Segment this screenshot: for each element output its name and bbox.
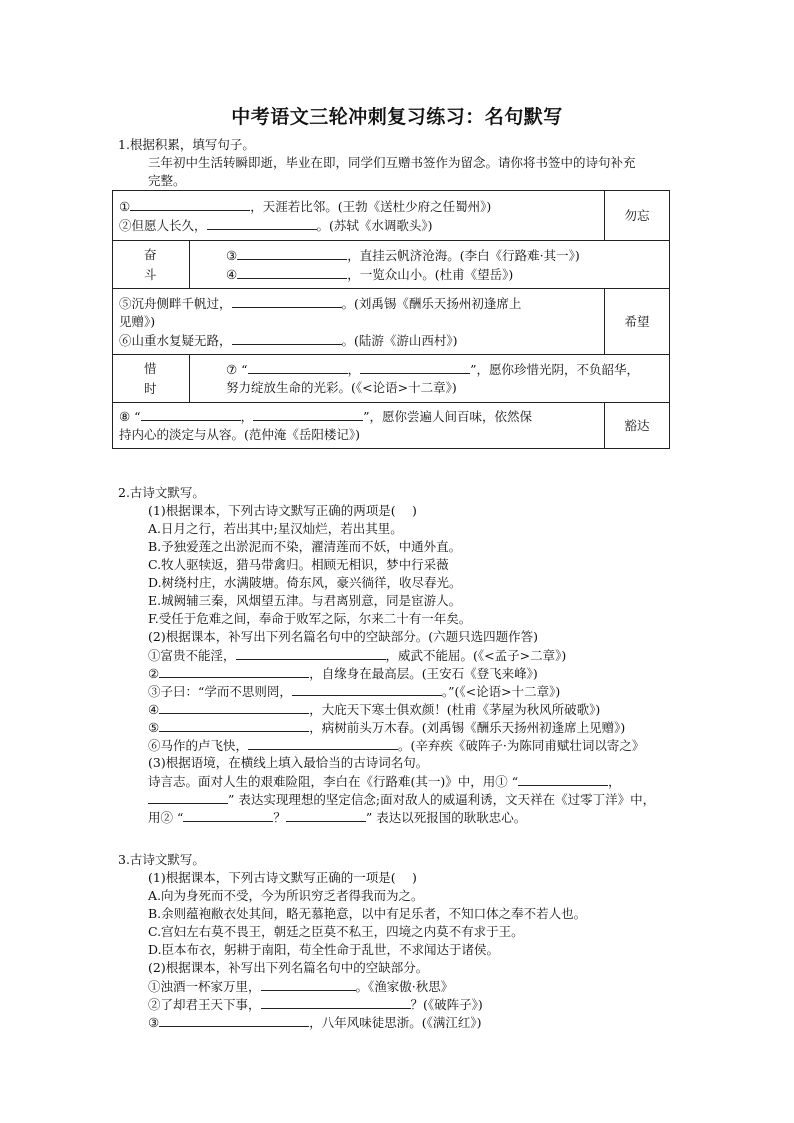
context-text: ” 表达以死报国的耿耿忠心。 [365,810,527,825]
q3-fill-3 [148,1013,481,1032]
fill-text: 。(辛弃疾《破阵子·为陈同甫赋壮词以寄之》 [398,738,645,753]
q2-fill-1 [148,646,566,665]
bookmark-row-2-content [190,241,670,289]
bookmark-row-4 [113,355,670,403]
q2-part1-prompt: (1)根据课本，下列古诗文默写正确的两项是( ) [148,503,417,518]
bookmark-row-2 [113,241,670,289]
fill-prefix: ② [148,666,160,681]
fill-text: ，病树前头万木春。(刘禹锡《酬乐天扬州初逢席上见赠》) [309,720,626,735]
q3-option-d[interactable]: D.臣本布衣，躬耕于南阳，苟全性命于乱世，不求闻达于诸侯。 [148,942,500,957]
row1-line1-text: ，天涯若比邻。(王勃《送杜少府之任蜀州》) [250,198,492,214]
q2-option-d[interactable]: D.树绕村庄，水满陂塘。倚东风，豪兴徜徉，收尽春光。 [148,575,462,590]
q3-fill-2 [148,995,483,1014]
q3-option-c[interactable]: C.宫妇左右莫不畏王，朝廷之臣莫不私王，四境之内莫不有求于王。 [148,924,524,939]
context-question-mark: ？ [273,810,286,825]
answer-blank[interactable] [237,246,347,260]
fill-text: ，自缘身在最高层。(王安石《登飞来峰》) [309,666,538,681]
q3-option-b[interactable]: B.余则蕴袍敝衣处其间，略无慕艳意，以中有足乐者，不知口体之奉不若人也。 [148,906,587,921]
answer-blank[interactable] [159,1013,309,1027]
row4-line1-prefix: ⑦ “ [226,362,248,377]
bookmark-tag-text: 惜时 [144,360,159,396]
bookmark-row-3-content [113,289,605,355]
answer-blank[interactable] [360,360,470,374]
fill-prefix: ①富贵不能淫， [148,648,236,663]
fill-text: ，八年风味徒思浙。(《满江红》) [309,1015,482,1030]
answer-blank[interactable] [236,646,386,660]
q2-part2-prompt: (2)根据课本，补写出下列名篇名句中的空缺部分。(六题只选四题作答) [148,629,538,644]
q2-option-e[interactable]: E.城阙辅三秦，风烟望五津。与君离别意，同是宦游人。 [148,593,462,608]
answer-blank[interactable] [159,664,309,678]
fill-prefix: ④ [148,702,160,717]
q2-context-line-3 [148,808,526,827]
bookmark-row-3 [113,289,670,355]
fill-text: ，大庇天下寒士俱欢颜！(杜甫《茅屋为秋风所破歌》) [309,702,601,717]
row2-line2-text: ，一览众山小。(杜甫《望岳》) [347,266,514,282]
q3-heading: 3.古诗文默写。 [118,852,205,867]
q2-fill-3 [148,682,560,701]
row2-line1-text: ，直挂云帆济沧海。(李白《行路难·其一》) [347,247,580,263]
q1-intro-line-2: 完整。 [148,173,186,188]
answer-blank[interactable] [286,808,366,822]
answer-blank[interactable] [261,977,356,991]
q2-option-a[interactable]: A.日月之行，若出其中;星汉灿烂，若出其里。 [148,521,403,536]
answer-blank[interactable] [148,790,228,804]
fill-prefix: ②了却君王天下事， [148,997,261,1012]
fill-text: ，威武不能屈。(《<孟子>二章》) [385,648,567,663]
answer-blank[interactable] [130,197,250,211]
row4-line1-text: ”，愿你珍惜光阴，不负韶华， [470,362,639,377]
q3-fill-1 [148,977,453,996]
answer-blank[interactable] [141,407,241,421]
row1-line1-prefix: ① [119,198,131,214]
bookmark-tag-text: 奋斗 [144,246,159,282]
row5-comma: ， [240,409,254,424]
q2-fill-6 [148,736,644,755]
answer-blank[interactable] [292,682,442,696]
row5-line2-text: 持内心的淡定与从容。(范仲淹《岳阳楼记》) [119,427,361,442]
context-text: 诗言志。面对人生的艰难险阻，李白在《行路难(其一)》中，用① “ [148,774,519,789]
row3-line1-continued: 见赠》) [119,313,156,329]
context-comma: ， [608,774,621,789]
fill-text: 。”(《<论语>十二章》) [441,684,561,699]
fill-prefix: ①浊酒一杯家万里， [148,979,261,994]
answer-blank[interactable] [159,700,309,714]
bookmark-row-1 [113,191,670,241]
bookmark-tag: 希望 [605,289,670,355]
row5-line1-prefix: ⑧ “ [119,409,141,424]
bookmark-row-5 [113,403,670,449]
answer-blank[interactable] [207,216,317,230]
row3-line2-text: 。(陆游《游山西村》) [341,332,458,348]
q2-part3-prompt: (3)根据语境，在横线上填入最恰当的古诗词名句。 [148,755,429,770]
q2-heading: 2.古诗文默写。 [118,485,205,500]
row4-line2-text: 努力绽放生命的光彩。(《<论语>十二章》) [226,380,457,395]
answer-blank[interactable] [261,995,411,1009]
row5-line1-text: ”，愿你尝遍人间百味，依然保 [363,409,532,424]
bookmark-tag [113,241,190,289]
answer-blank[interactable] [253,407,363,421]
bookmark-tag [113,355,190,403]
q1-intro-line-1: 三年初中生活转瞬即逝，毕业在即，同学们互赠书签作为留念。请你将书签中的诗句补充 [148,155,636,170]
answer-blank[interactable] [237,265,347,279]
row1-line2-prefix: ②但愿人长久， [119,217,207,233]
answer-blank[interactable] [248,736,398,750]
answer-blank[interactable] [159,718,309,732]
q2-option-f[interactable]: F.受任于危难之间，奉命于败军之际，尔来二十有一年矣。 [148,611,472,626]
fill-prefix: ③子曰：“学而不思则罔， [148,684,292,699]
row3-line1-prefix: ⑤沉舟侧畔千帆过， [119,295,232,311]
q2-fill-5 [148,718,625,737]
row1-line2-text: 。(苏轼《水调歌头》) [316,217,433,233]
answer-blank[interactable] [183,808,273,822]
bookmark-row-1-content [113,191,605,241]
bookmark-row-4-content [190,355,670,403]
fill-prefix: ⑥马作的卢飞快， [148,738,249,753]
answer-blank[interactable] [232,294,342,308]
q2-context-line-1 [148,772,621,791]
fill-prefix: ⑤ [148,720,160,735]
q1-heading: 1.根据积累，填写句子。 [118,137,255,152]
answer-blank[interactable] [248,360,348,374]
context-text: 用② “ [148,810,184,825]
row3-line1-text: 。(刘禹锡《酬乐天扬州初逢席上 [341,295,522,311]
row2-line1-prefix: ③ [226,247,238,263]
q3-part2-prompt: (2)根据课本，补写出下列名篇名句中的空缺部分。 [148,960,429,975]
answer-blank[interactable] [232,331,342,345]
q2-option-c[interactable]: C.牧人驱犊返，猎马带禽归。相顾无相识，梦中行采薇 [148,557,449,572]
row2-line2-prefix: ④ [226,266,238,282]
q2-fill-4 [148,700,600,719]
context-text: ” 表达实现理想的坚定信念;面对敌人的威逼利诱，文天祥在《过零丁洋》中， [228,792,656,807]
bookmark-tag: 豁达 [605,403,670,449]
q3-option-a[interactable]: A.向为身死而不受，今为所识穷乏者得我而为之。 [148,888,424,903]
bookmark-tag: 勿忘 [605,191,670,241]
q2-option-b[interactable]: B.予独爱莲之出淤泥而不染，濯清莲而不妖，中通外直。 [148,539,462,554]
q2-context-line-2 [148,790,655,809]
bookmark-table [112,190,670,449]
answer-blank[interactable] [518,772,608,786]
q3-part1-prompt: (1)根据课本，下列古诗文默写正确的一项是( ) [148,870,417,885]
page-title: 中考语文三轮冲刺复习练习：名句默写 [231,106,563,128]
fill-text: ？(《破阵子》) [410,997,483,1012]
q2-fill-2 [148,664,538,683]
row4-comma: ， [347,362,361,377]
bookmark-row-5-content [113,403,605,449]
row3-line2-prefix: ⑥山重水复疑无路， [119,332,232,348]
fill-prefix: ③ [148,1015,160,1030]
fill-text: 。《渔家傲·秋思》 [355,979,454,994]
